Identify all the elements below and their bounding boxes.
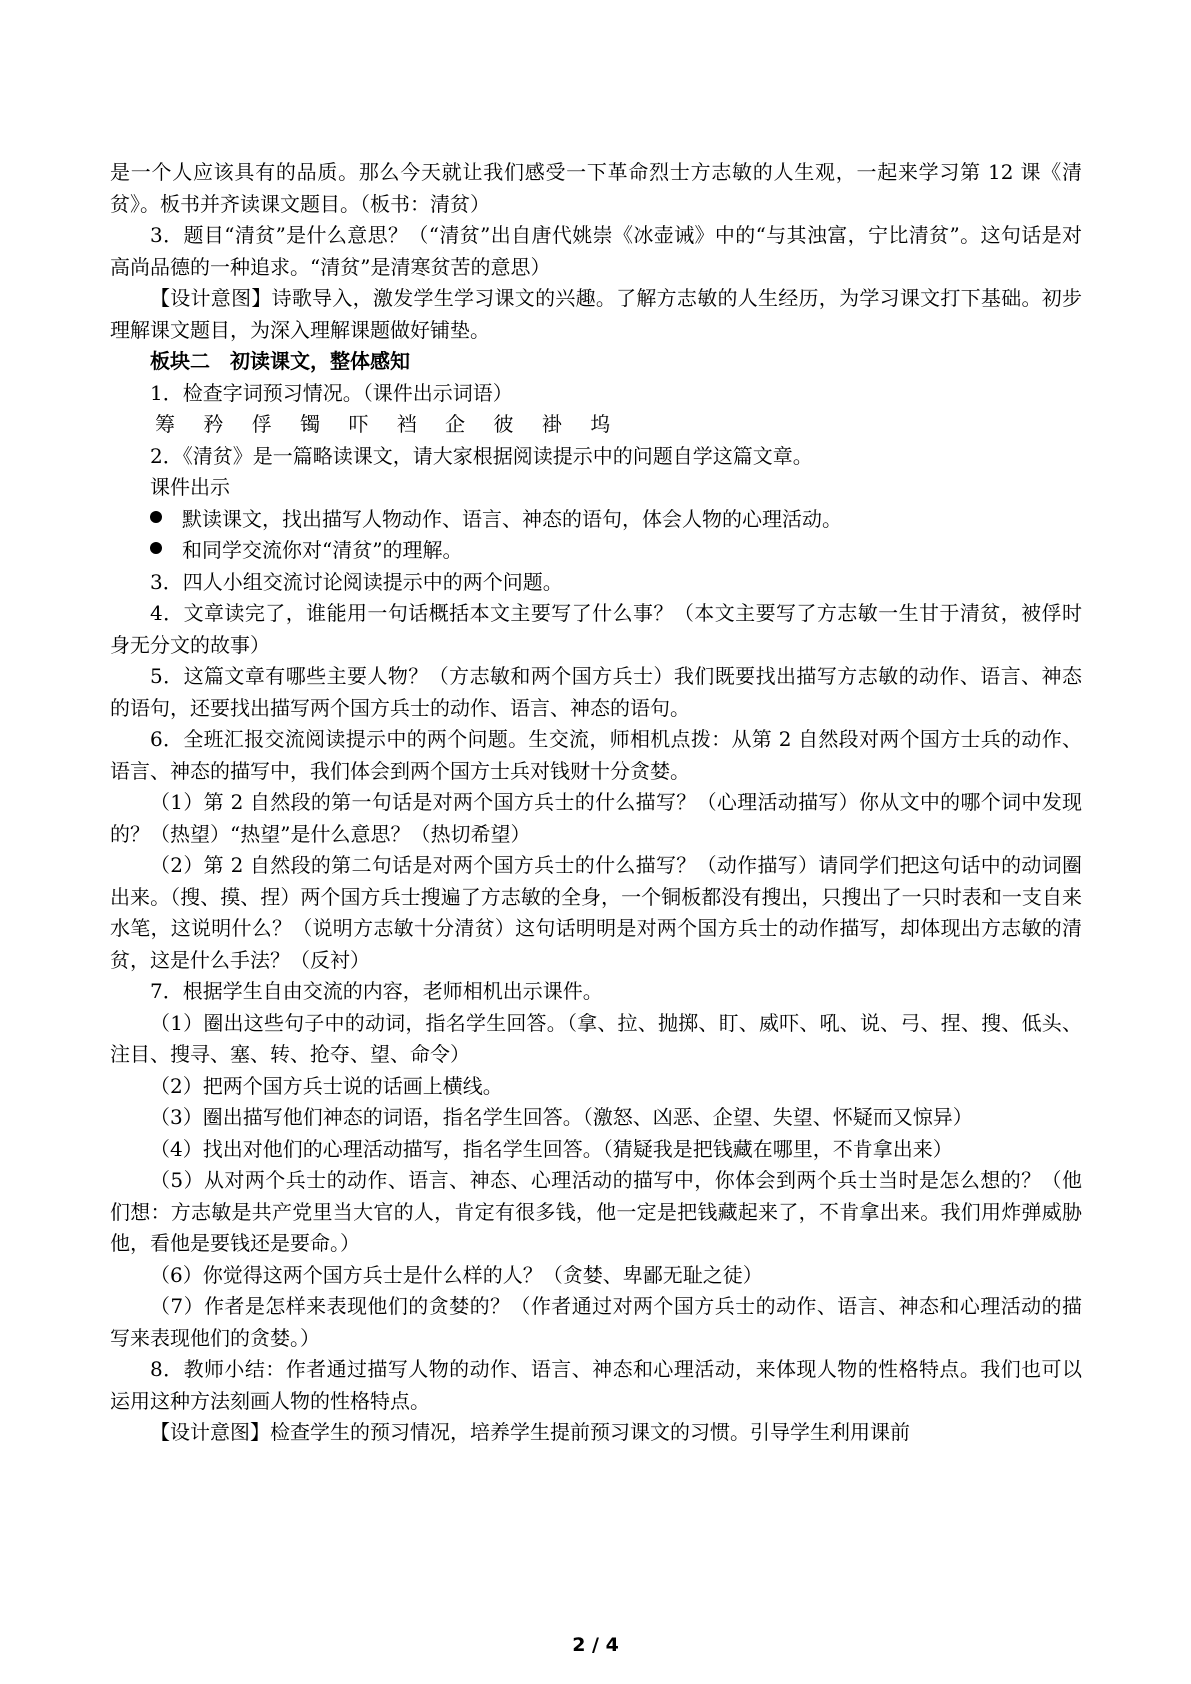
bullet-text: 和同学交流你对“清贫”的理解。: [182, 538, 463, 562]
vocab-word: 褂: [541, 412, 562, 436]
paragraph-intro-continued: 是一个人应该具有的品质。那么今天就让我们感受一下革命烈士方志敏的人生观，一起来学习第 12 课《清贫》。板书并齐读课文题目。（板书：清贫）: [110, 160, 1082, 216]
vocab-word: 裆: [396, 412, 417, 436]
paragraph-step-7-item-5: （5）从对两个兵士的动作、语言、神态、心理活动的描写中，你体会到两个兵士当时是怎么想的？（他们想：方志敏是共产党里当大官的人，肯定有很多钱，他一定是把钱藏起来了，不肯拿出来。我们用炸弹威胁他，看他是要钱还是要命。）: [110, 1168, 1082, 1255]
paragraph-step-6-item-2: （2）第 2 自然段的第二句话是对两个国方兵士的什么描写？（动作描写）请同学们把这句话中的动词圈出来。（搜、摸、捏）两个国方兵士搜遍了方志敏的全身，一个铜板都没有搜出，只搜出了一只时表和一支自来水笔，这说明什么？（说明方志敏十分清贫）这句话明明是对两个国方兵士的动作描写，却体现出方志敏的清贫，这是什么手法？（反衬）: [110, 853, 1082, 972]
bullet-text: 默读课文，找出描写人物动作、语言、神态的语句，体会人物的心理活动。: [182, 506, 842, 531]
courseware-label: 课件出示: [150, 475, 230, 499]
vocab-word: 镯: [300, 412, 321, 436]
document-body: [110, 157, 1082, 1449]
paragraph-step-3: 3．四人小组交流讨论阅读提示中的两个问题。: [150, 569, 563, 594]
page-number: 2 / 4: [572, 1634, 619, 1656]
bullet-dot-icon: [150, 511, 162, 523]
paragraph-step-7-item-1: （1）圈出这些句子中的动词，指名学生回答。（拿、拉、抛掷、盯、威吓、吼、说、弓、捏、搜、低头、注目、搜寻、塞、转、抢夺、望、命令）: [110, 1010, 1082, 1066]
bullet-dot-icon: [150, 542, 162, 554]
vocab-word: 吓: [348, 412, 369, 436]
paragraph-step-7-item-6: （6）你觉得这两个国方兵士是什么样的人？（贪婪、卑鄙无耻之徒）: [150, 1262, 763, 1287]
paragraph-step-7-item-7: （7）作者是怎样来表现他们的贪婪的？（作者通过对两个国方兵士的动作、语言、神态和心理活动的描写来表现他们的贪婪。）: [110, 1294, 1082, 1350]
bullet-item: [110, 504, 1082, 536]
paragraph-step-4: 4．文章读完了，谁能用一句话概括本文主要写了什么事？（本文主要写了方志敏一生甘于清贫，被俘时身无分文的故事）: [110, 601, 1082, 657]
vocab-word: 矜: [203, 412, 224, 436]
paragraph-step-7-item-3: （3）圈出描写他们神态的词语，指名学生回答。（激怒、凶恶、企望、失望、怀疑而又惊异）: [150, 1105, 973, 1129]
paragraph-step-1: 1．检查字词预习情况。（课件出示词语）: [150, 380, 513, 405]
paragraph-step-2: 2．《清贫》是一篇略读课文，请大家根据阅读提示中的问题自学这篇文章。: [150, 443, 813, 468]
bullet-item: [110, 535, 1082, 567]
paragraph-step-6-item-1: （1）第 2 自然段的第一句话是对两个国方兵士的什么描写？（心理活动描写）你从文中的哪个词中发现的？（热望）“热望”是什么意思？（热切希望）: [110, 790, 1082, 846]
paragraph-design-intent-2: 【设计意图】检查学生的预习情况，培养学生提前预习课文的习惯。引导学生利用课前: [150, 1420, 910, 1444]
paragraph-step-7: 7．根据学生自由交流的内容，老师相机出示课件。: [150, 979, 603, 1003]
vocab-word: 企: [445, 412, 466, 436]
vocab-word: 坞: [590, 412, 611, 436]
vocabulary-row: [110, 409, 1082, 441]
vocab-word: 彼: [493, 412, 514, 436]
paragraph-step-7-item-4: （4）找出对他们的心理活动描写，指名学生回答。（猜疑我是把钱藏在哪里，不肯拿出来）: [150, 1136, 953, 1161]
vocab-word: 俘: [251, 412, 272, 436]
section-heading-block-2: 板块二 初读课文，整体感知: [150, 349, 410, 373]
vocab-word: 筹: [155, 412, 175, 436]
paragraph-design-intent-1: 【设计意图】诗歌导入，激发学生学习课文的兴趣。了解方志敏的人生经历，为学习课文打下基础。初步理解课文题目，为深入理解课题做好铺垫。: [110, 286, 1082, 342]
paragraph-step-5: 5．这篇文章有哪些主要人物？（方志敏和两个国方兵士）我们既要找出描写方志敏的动作、语言、神态的语句，还要找出描写两个国方兵士的动作、语言、神态的语句。: [110, 664, 1082, 720]
paragraph-step-6: 6．全班汇报交流阅读提示中的两个问题。生交流，师相机点拨：从第 2 自然段对两个国方士兵的动作、语言、神态的描写中，我们体会到两个国方士兵对钱财十分贪婪。: [110, 727, 1082, 783]
paragraph-step-7-item-2: （2）把两个国方兵士说的话画上横线。: [150, 1073, 503, 1098]
paragraph-step-8: 8．教师小结：作者通过描写人物的动作、语言、神态和心理活动，来体现人物的性格特点。我们也可以运用这种方法刻画人物的性格特点。: [110, 1357, 1082, 1413]
paragraph-question-3: 3．题目“清贫”是什么意思？（“清贫”出自唐代姚崇《冰壶诫》中的“与其浊富，宁比清贫”。这句话是对高尚品德的一种追求。“清贫”是清寒贫苦的意思）: [110, 223, 1082, 279]
